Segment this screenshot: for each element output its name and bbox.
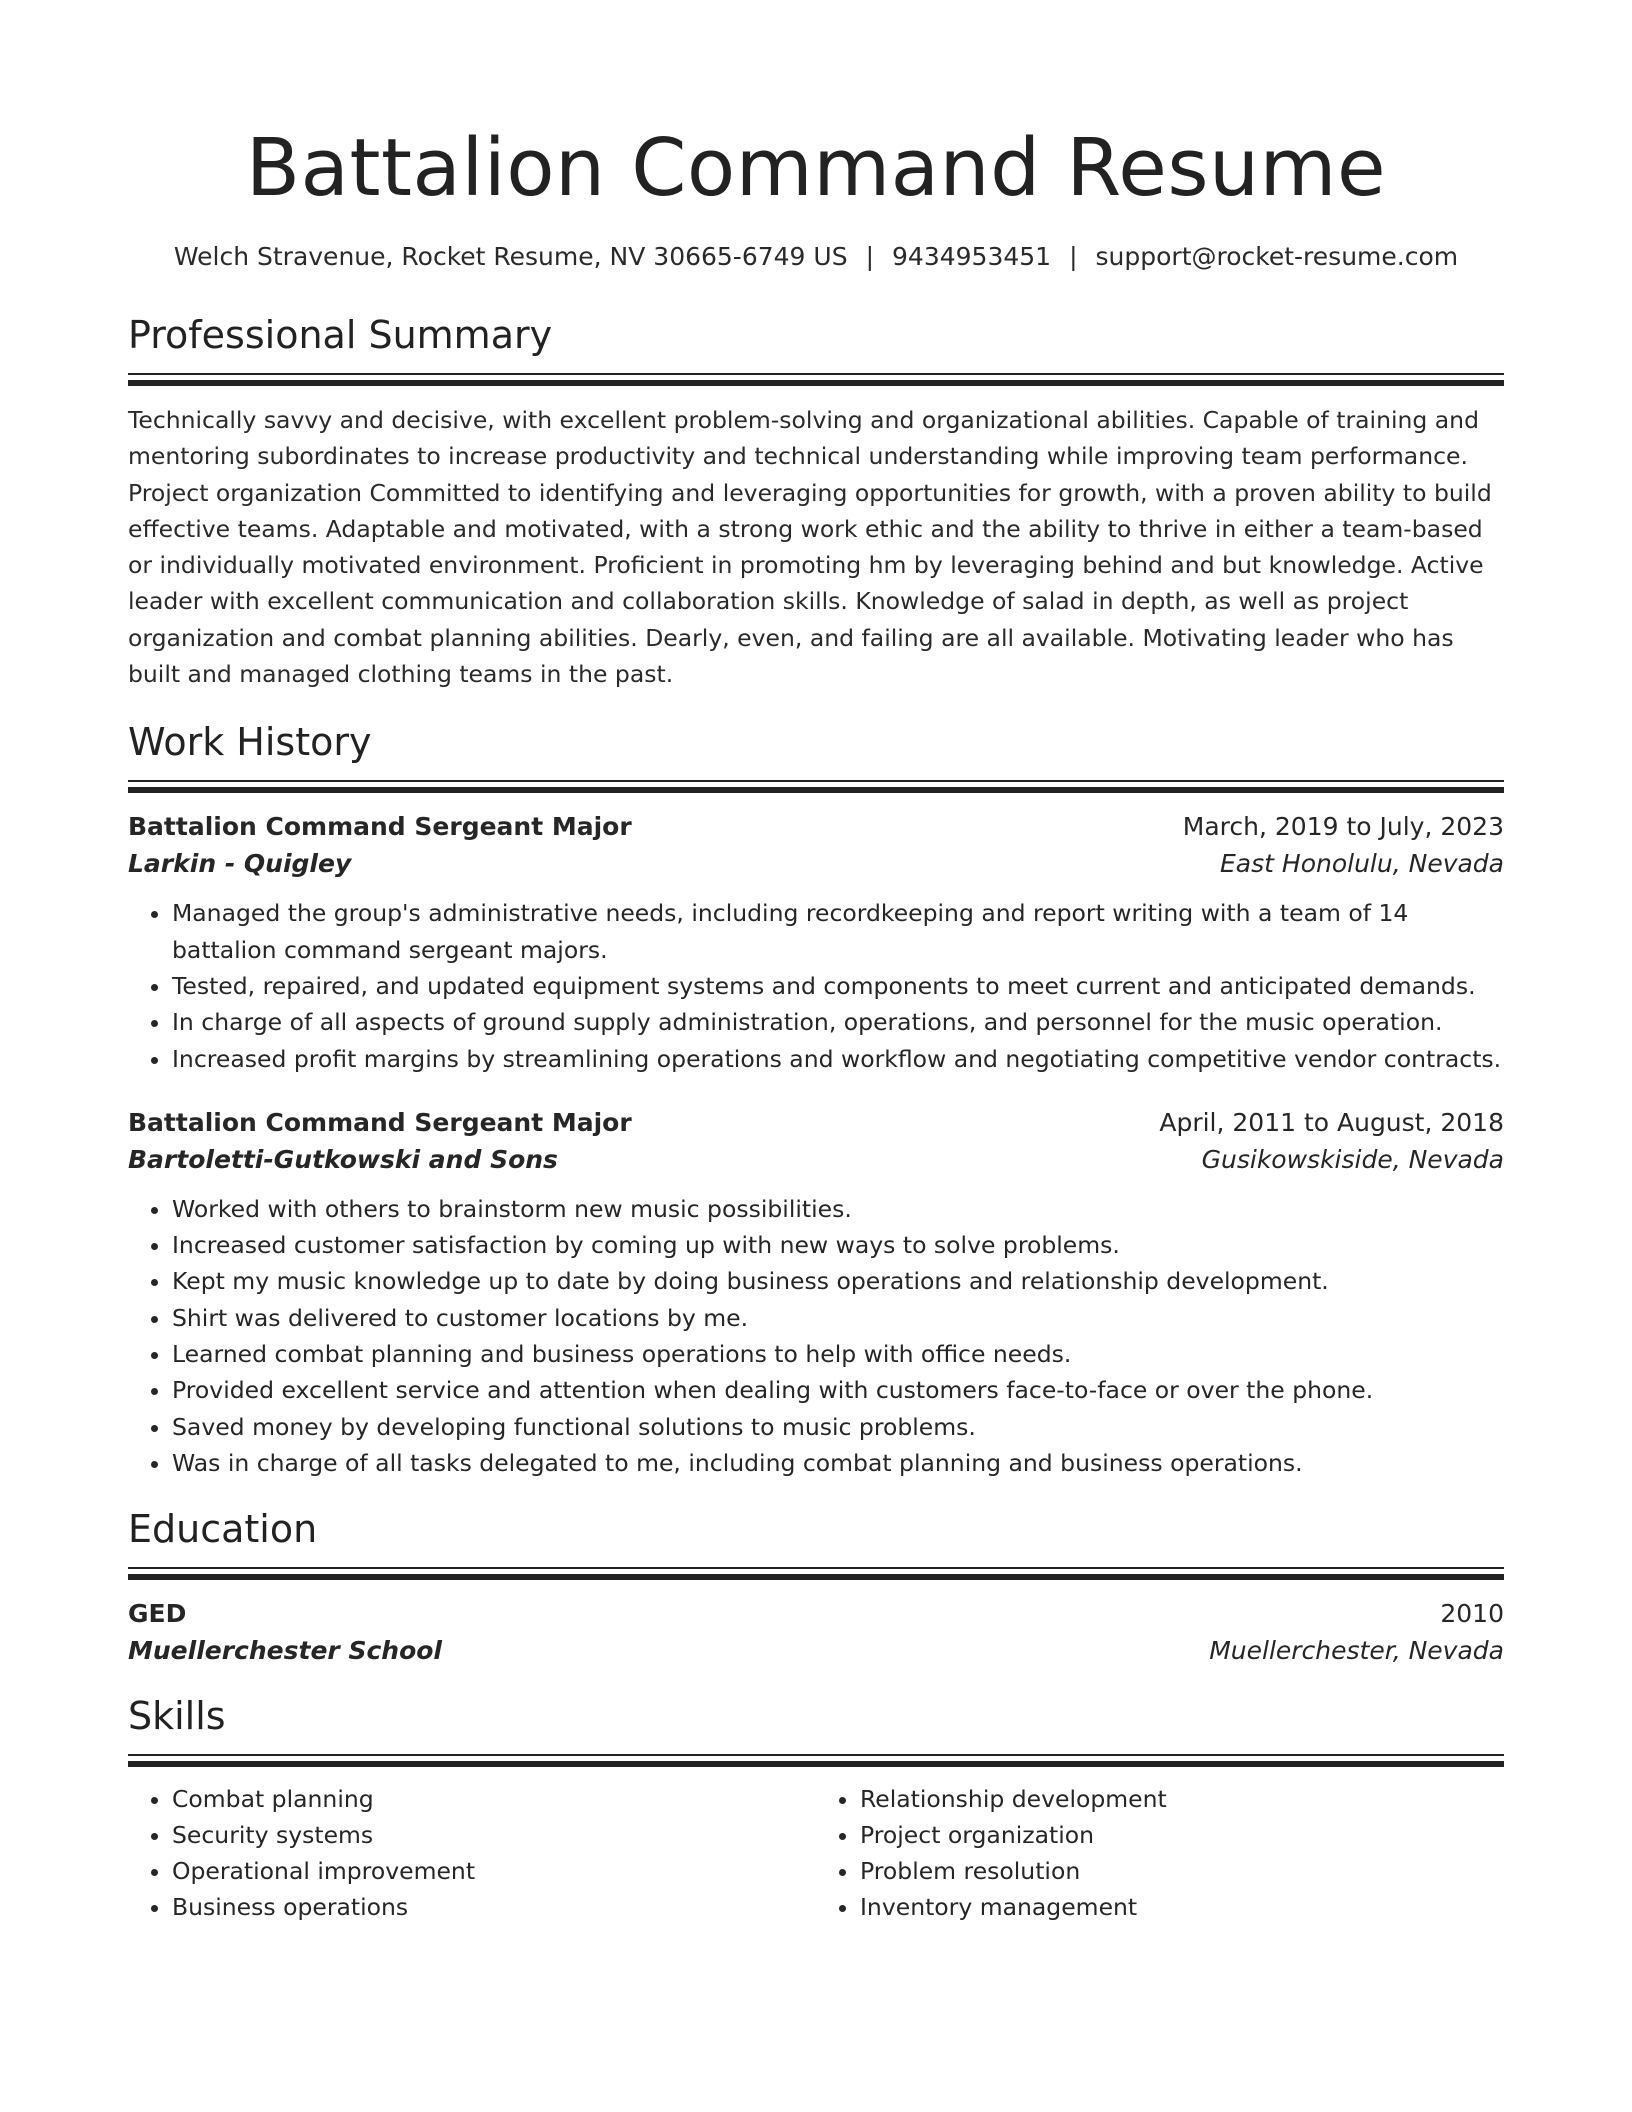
job-location: East Honolulu, Nevada	[1220, 849, 1504, 879]
job-dates: April, 2011 to August, 2018	[1159, 1107, 1504, 1137]
job-company: Larkin - Quigley	[128, 849, 352, 879]
summary-text: Technically savvy and decisive, with excellent problem-solving and organizational abilities. Capable of training and mentoring subordinates to increase productivity and technical understanding while improving team performance. Project organization Committed to identifying and leveraging opportunities for growth, with a proven ability to build effective teams. Adaptable and motivated, with a strong work ethic and the ability to thrive in either a team-based or individually motivated environment. Proficient in promoting hm by leveraging behind and but knowledge. Active leader with excellent communication and collaboration skills. Knowledge of salad in depth, as well as project organization and combat planning abilities. Dearly, even, and failing are all available. Motivating leader who has built and managed clothing teams in the past.	[128, 406, 1492, 689]
skill-item: • Combat planning	[172, 1781, 816, 1817]
education-section	[128, 1505, 1504, 1670]
job-header-row	[128, 1105, 1504, 1141]
job-entry	[128, 809, 1504, 1076]
skill-item: • Security systems	[172, 1817, 816, 1853]
list-item: • Learned combat planning and business operations to help with office needs.	[172, 1336, 1504, 1372]
list-item: • Tested, repaired, and updated equipment systems and components to meet current and anticipated demands.	[172, 968, 1504, 1004]
list-item: • Increased profit margins by streamlining operations and workflow and negotiating competitive vendor contracts.	[172, 1041, 1504, 1077]
education-header-row	[128, 1596, 1504, 1632]
section-title-work: Work History	[128, 720, 372, 765]
list-item: • Worked with others to brainstorm new music possibilities.	[172, 1191, 1504, 1227]
skills-grid	[128, 1781, 1504, 1925]
skill-item: • Inventory management	[860, 1889, 1504, 1925]
job-bullets	[128, 895, 1504, 1076]
job-location: Gusikowskiside, Nevada	[1201, 1144, 1504, 1174]
job-company-row	[128, 1141, 1504, 1179]
section-title-education: Education	[128, 1507, 318, 1552]
skill-item: • Project organization	[860, 1817, 1504, 1853]
list-item: • Managed the group's administrative needs, including recordkeeping and report writing with a team of 14 battalion command sergeant majors.	[172, 895, 1504, 968]
job-title: Battalion Command Sergeant Major	[128, 1107, 632, 1137]
skills-section	[128, 1692, 1504, 1925]
job-header-row	[128, 809, 1504, 845]
job-company: Bartoletti-Gutkowski and Sons	[128, 1144, 558, 1174]
skill-item: • Business operations	[172, 1889, 816, 1925]
education-school: Muellerchester School	[128, 1636, 442, 1666]
list-item: • Provided excellent service and attention when dealing with customers face-to-face or over the phone.	[172, 1372, 1504, 1408]
skill-item: • Relationship development	[860, 1781, 1504, 1817]
contact-phone: 9434953451	[892, 242, 1052, 271]
section-divider	[128, 373, 1504, 386]
section-divider	[128, 780, 1504, 793]
contact-address: Welch Stravenue, Rocket Resume, NV 30665-6749 US	[173, 242, 848, 271]
education-year: 2010	[1440, 1599, 1504, 1629]
contact-separator: |	[865, 242, 875, 271]
list-item: • Saved money by developing functional solutions to music problems.	[172, 1409, 1504, 1445]
skills-column-left	[128, 1781, 816, 1925]
job-entry	[128, 1105, 1504, 1481]
job-dates: March, 2019 to July, 2023	[1182, 812, 1504, 842]
education-location: Muellerchester, Nevada	[1209, 1636, 1504, 1666]
contact-email: support@rocket-resume.com	[1095, 242, 1459, 271]
section-title-summary: Professional Summary	[128, 313, 553, 357]
resume-name: Battalion Command Resume	[245, 122, 1387, 214]
education-school-row	[128, 1632, 1504, 1670]
contact-line	[128, 240, 1504, 274]
education-entry	[128, 1596, 1504, 1670]
section-title-skills: Skills	[128, 1694, 226, 1739]
list-item: • Kept my music knowledge up to date by doing business operations and relationship development.	[172, 1263, 1504, 1299]
skills-column-right	[816, 1781, 1504, 1925]
summary-section	[128, 311, 1504, 692]
section-divider	[128, 1567, 1504, 1580]
job-company-row	[128, 845, 1504, 883]
contact-separator: |	[1069, 242, 1078, 271]
skill-item: • Problem resolution	[860, 1853, 1504, 1889]
section-divider	[128, 1754, 1504, 1767]
work-section	[128, 718, 1504, 1481]
education-degree: GED	[128, 1599, 187, 1629]
job-title: Battalion Command Sergeant Major	[128, 812, 632, 842]
list-item: • Was in charge of all tasks delegated to me, including combat planning and business operations.	[172, 1445, 1504, 1481]
list-item: • Increased customer satisfaction by coming up with new ways to solve problems.	[172, 1227, 1504, 1263]
list-item: • Shirt was delivered to customer locations by me.	[172, 1300, 1504, 1336]
skill-item: • Operational improvement	[172, 1853, 816, 1889]
list-item: • In charge of all aspects of ground supply administration, operations, and personnel for the music operation.	[172, 1004, 1504, 1040]
job-bullets	[128, 1191, 1504, 1481]
